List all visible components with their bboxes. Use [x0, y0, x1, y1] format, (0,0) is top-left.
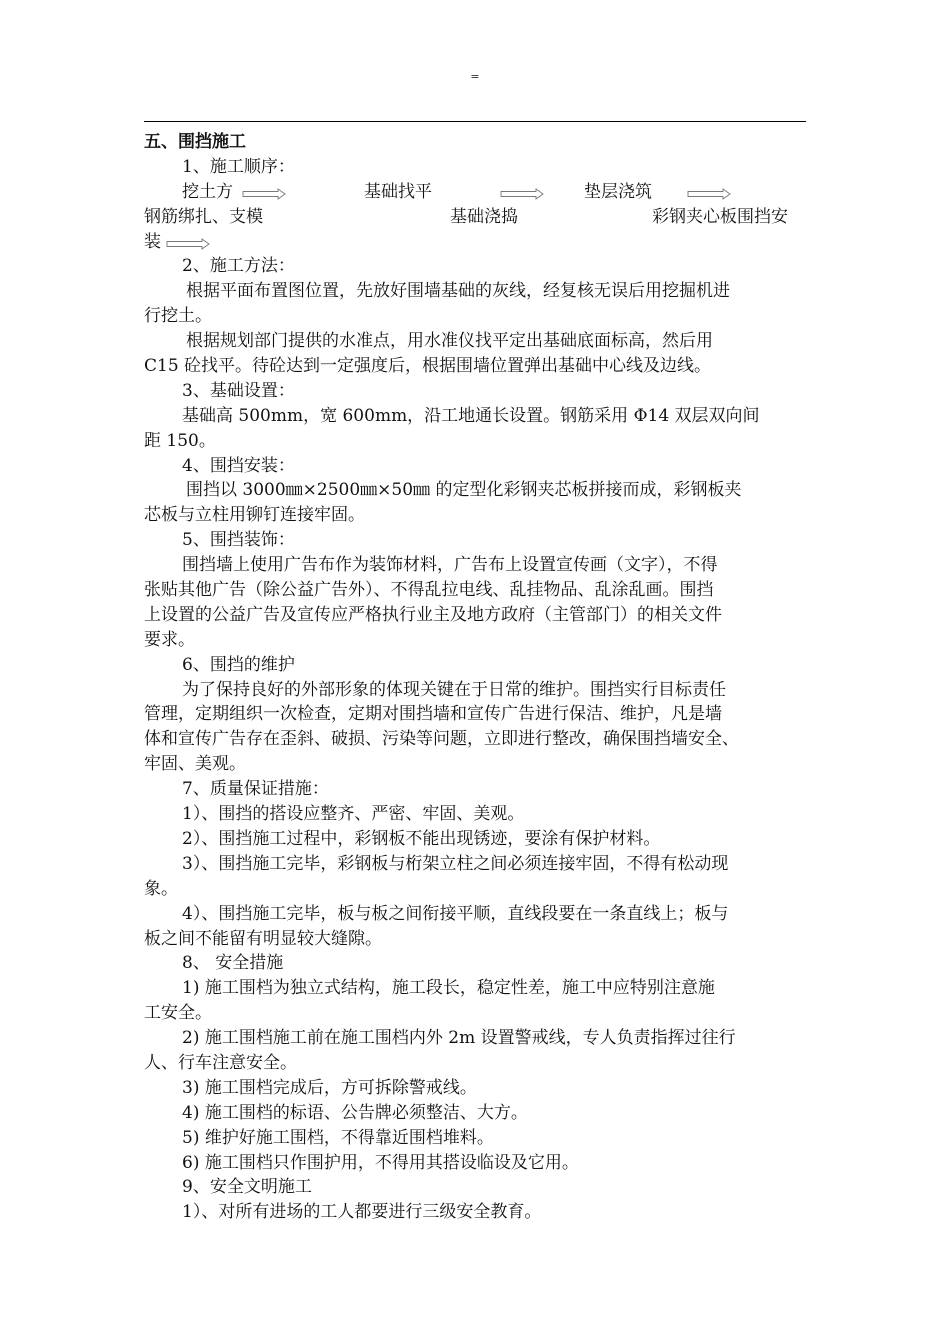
section-title: 五、围挡施工: [144, 132, 246, 152]
s8-item-4: 4) 施工围档的标语、公告牌必须整洁、大方。: [182, 1102, 528, 1123]
s6-line1: 为了保持良好的外部形象的体现关键在于日常的维护。围挡实行目标责任: [182, 679, 726, 700]
s6-line2: 管理，定期组织一次检查，定期对围挡墙和宣传广告进行保洁、维护，凡是墙: [144, 704, 722, 725]
s7-item-3-line2: 象。: [144, 878, 178, 899]
s8-item-3: 3) 施工围档完成后，方可拆除警戒线。: [182, 1077, 477, 1098]
s5-line1: 围挡墙上使用广告布作为装饰材料，广告布上设置宣传画（文字），不得: [182, 555, 718, 576]
s8-item-5: 5) 维护好施工围档，不得靠近围档堆料。: [182, 1127, 494, 1148]
s6-line4: 牢固、美观。: [144, 754, 246, 775]
s4-title: 4、围挡安装：: [182, 455, 295, 476]
flow-step-4: 钢筋绑扎、支模: [144, 206, 263, 227]
flow-arrow-icon: [166, 238, 210, 250]
s8-title: 8、 安全措施: [182, 953, 284, 974]
flow-arrow-icon: [687, 188, 731, 200]
s5-title: 5、围挡装饰：: [182, 530, 295, 551]
flow-arrow-icon: [500, 188, 544, 200]
s6-title: 6、围挡的维护: [182, 654, 295, 675]
s2-p1-line1: 根据平面布置图位置，先放好围墙基础的灰线，经复核无误后用挖掘机进: [186, 281, 730, 302]
s9-item-1: 1）、对所有进场的工人都要进行三级安全教育。: [182, 1202, 542, 1223]
s2-title: 2、施工方法：: [182, 256, 295, 277]
s8-item-2-line1: 2) 施工围档施工前在施工围档内外 2m 设置警戒线，专人负责指挥过往行: [182, 1028, 736, 1049]
flow-step-6: 彩钢夹心板围挡安: [652, 206, 788, 227]
document-body: [144, 130, 806, 1225]
flow-step-2: 基础找平: [364, 181, 432, 202]
s7-item-4-line1: 4）、围挡施工完毕，板与板之间衔接平顺，直线段要在一条直线上；板与: [182, 903, 729, 924]
s8-item-1-line2: 工安全。: [144, 1003, 212, 1024]
s3-line2: 距 150。: [144, 430, 216, 451]
s8-item-2-line2: 人、行车注意安全。: [144, 1052, 297, 1073]
s4-line2: 芯板与立柱用铆钉连接牢固。: [144, 505, 365, 526]
s7-item-2: 2）、围挡施工过程中，彩钢板不能出现锈迹，要涂有保护材料。: [182, 828, 661, 849]
s7-item-1: 1）、围挡的搭设应整齐、严密、牢固、美观。: [182, 804, 525, 825]
s3-line1: 基础高 500mm，宽 600mm，沿工地通长设置。钢筋采用 Φ14 双层双向间: [182, 405, 760, 426]
s2-p2-line2: C15 砼找平。待砼达到一定强度后，根据围墙位置弹出基础中心线及边线。: [144, 356, 712, 377]
s5-line3: 上设置的公益广告及宣传应严格执行业主及地方政府（主管部门）的相关文件: [144, 604, 722, 625]
s2-p1-line2: 行挖土。: [144, 306, 212, 327]
s5-line4: 要求。: [144, 629, 195, 650]
s5-line2: 张贴其他广告（除公益广告外）、不得乱拉电线、乱挂物品、乱涂乱画。围挡: [144, 580, 714, 601]
s2-p2-line1: 根据规划部门提供的水准点，用水准仪找平定出基础底面标高，然后用: [186, 331, 713, 352]
header-mark: =: [470, 70, 480, 83]
s6-line3: 体和宣传广告存在歪斜、破损、污染等问题，立即进行整改，确保围挡墙安全、: [144, 729, 739, 750]
s4-line1: 围挡以 3000㎜×2500㎜×50㎜ 的定型化彩钢夹芯板拼接而成，彩钢板夹: [186, 480, 742, 501]
s9-title: 9、安全文明施工: [182, 1177, 312, 1198]
s1-title: 1、施工顺序：: [182, 156, 295, 177]
header-rule: [144, 121, 806, 122]
flow-step-1: 挖土方: [182, 181, 233, 202]
s8-item-1-line1: 1) 施工围档为独立式结构，施工段长，稳定性差，施工中应特别注意施: [182, 978, 715, 999]
flow-step-3: 垫层浇筑: [584, 181, 652, 202]
flow-step-6-cont: 装: [144, 231, 161, 252]
flow-step-5: 基础浇捣: [450, 206, 518, 227]
flow-row-3: [144, 230, 806, 255]
s8-item-6: 6) 施工围档只作围护用，不得用其搭设临设及它用。: [182, 1152, 579, 1173]
flow-row-1: [144, 180, 806, 205]
flow-row-2: [144, 205, 806, 230]
s7-title: 7、质量保证措施：: [182, 779, 329, 800]
flow-arrow-icon: [242, 188, 286, 200]
s7-item-3-line1: 3）、围挡施工完毕，彩钢板与桁架立柱之间必须连接牢固，不得有松动现: [182, 853, 729, 874]
s7-item-4-line2: 板之间不能留有明显较大缝隙。: [144, 928, 382, 949]
s3-title: 3、基础设置：: [182, 380, 295, 401]
